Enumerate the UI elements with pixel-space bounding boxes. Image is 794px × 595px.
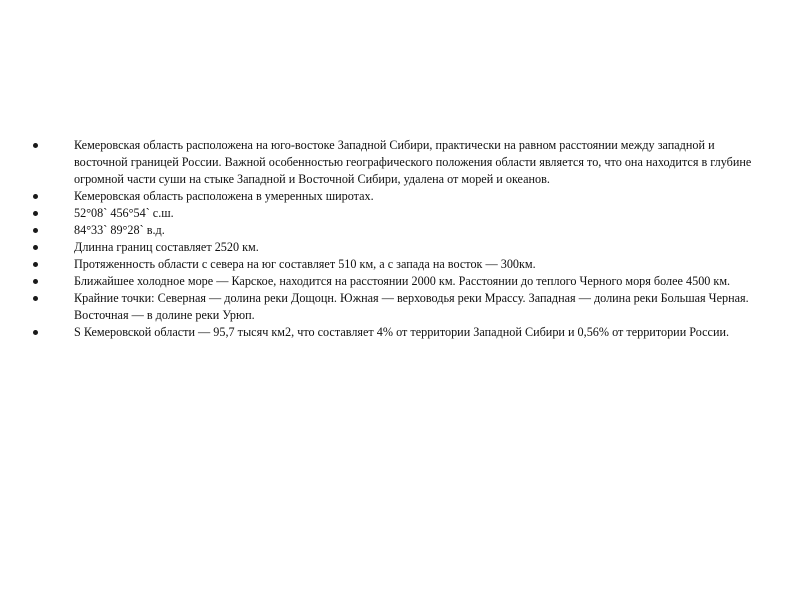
list-item [30, 205, 760, 222]
bullet-icon [33, 143, 38, 148]
list-item [30, 239, 760, 256]
bullet-icon [33, 211, 38, 216]
bullet-icon [33, 194, 38, 199]
list-item [30, 188, 760, 205]
bullet-text: Ближайшее холодное море — Карское, находится на расстоянии 2000 км. Расстоянии до теплого Черного моря более 4500 км. [74, 274, 731, 288]
bullet-icon [33, 245, 38, 250]
list-item [30, 256, 760, 273]
bullet-text: 84°33` 89°28` в.д. [74, 223, 165, 237]
list-item [30, 222, 760, 239]
list-item [30, 273, 760, 290]
bullet-text: S Кемеровской области — 95,7 тысяч км2, что составляет 4% от территории Западной Сибири и 0,56% от территории России. [74, 325, 730, 339]
list-item [30, 137, 760, 188]
bullet-text: Крайние точки: Северная — долина реки Дощоцн. Южная — верховодья реки Мрассу. Западная — долина реки Большая Черная. Восточная — в долине реки Урюп. [74, 291, 749, 322]
bullet-text: Кемеровская область расположена на юго-востоке Западной Сибири, практически на равном расстоянии между западной и восточной границей России. Важной особенностью географического положения области является то, что она находится в глубине огромной части суши на стыке Западной и Восточной Сибири, удалена от морей и океанов. [74, 138, 752, 186]
bullet-icon [33, 296, 38, 301]
bullet-icon [33, 279, 38, 284]
list-item [30, 290, 760, 324]
bullet-icon [33, 262, 38, 267]
bullet-text: Кемеровская область расположена в умеренных широтах. [74, 189, 374, 203]
list-item [30, 324, 760, 341]
bullet-icon [33, 228, 38, 233]
bullet-icon [33, 330, 38, 335]
bullet-text: 52°08` 456°54` с.ш. [74, 206, 174, 220]
bullet-text: Протяженность области с севера на юг составляет 510 км, а с запада на восток — 300км. [74, 257, 536, 271]
bullet-text: Длинна границ составляет 2520 км. [74, 240, 259, 254]
bullet-list [30, 137, 760, 341]
